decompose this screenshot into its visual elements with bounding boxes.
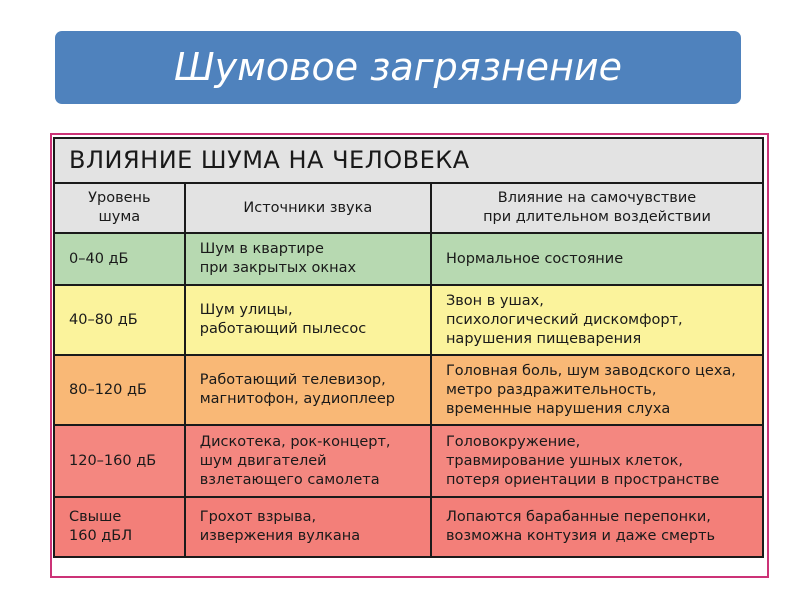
table-row — [54, 233, 763, 285]
cell-line: Головная боль, шум заводского цеха, — [445, 362, 736, 379]
cell-line: травмирование ушных клеток, — [445, 452, 683, 469]
cell-line: магнитофон, аудиоплеер — [199, 391, 395, 407]
header-effect-line: Влияние на самочувствие — [497, 190, 697, 206]
table-header-row — [54, 183, 763, 233]
cell-line: Дискотека, рок-концерт, — [199, 433, 391, 450]
table-title: ВЛИЯНИЕ ШУМА НА ЧЕЛОВЕКА — [54, 138, 763, 183]
noise-effects-table — [53, 137, 764, 558]
cell-line: при закрытых окнах — [199, 260, 357, 276]
cell-line: 160 дБЛ — [69, 528, 133, 544]
cell-line: Головокружение, — [445, 433, 581, 450]
header-effect-line: при длительном воздействии — [483, 209, 711, 225]
header-level-line: шума — [98, 209, 141, 225]
table-title-row — [54, 138, 763, 183]
table-row — [54, 285, 763, 355]
cell-line: психологический дискомфорт, — [445, 311, 683, 328]
cell-effect — [431, 497, 763, 557]
cell-line: Нормальное состояние — [445, 250, 624, 267]
cell-sources — [185, 285, 431, 355]
cell-line: 40–80 дБ — [69, 311, 138, 328]
cell-line: 80–120 дБ — [69, 381, 147, 398]
table-row — [54, 425, 763, 497]
cell-effect — [431, 425, 763, 497]
cell-line: Шум улицы, — [199, 302, 293, 318]
cell-level — [54, 355, 185, 425]
cell-line: нарушения пищеварения — [445, 330, 642, 347]
cell-effect — [431, 355, 763, 425]
cell-line: Свыше — [69, 509, 122, 525]
cell-sources — [185, 355, 431, 425]
cell-line: Шум в квартире — [199, 241, 324, 257]
cell-line: временные нарушения слуха — [445, 400, 671, 417]
cell-line: Звон в ушах, — [445, 292, 544, 309]
cell-line: Работающий телевизор, — [199, 372, 386, 388]
cell-effect — [431, 233, 763, 285]
header-sources: Источники звука — [185, 183, 431, 233]
cell-line: работающий пылесос — [199, 321, 367, 337]
cell-line: Лопаются барабанные перепонки, — [445, 509, 711, 525]
table-row — [54, 497, 763, 557]
table-row — [54, 355, 763, 425]
header-level-line: Уровень — [88, 190, 151, 206]
cell-line: шум двигателей — [199, 452, 327, 469]
cell-level — [54, 425, 185, 497]
header-level — [54, 183, 185, 233]
cell-level — [54, 497, 185, 557]
cell-line: 120–160 дБ — [69, 452, 157, 469]
cell-sources — [185, 233, 431, 285]
cell-sources — [185, 425, 431, 497]
cell-effect — [431, 285, 763, 355]
header-effect — [431, 183, 763, 233]
cell-line: потеря ориентации в пространстве — [445, 471, 720, 488]
cell-line: извержения вулкана — [199, 528, 361, 544]
cell-line: взлетающего самолета — [199, 471, 380, 488]
cell-sources — [185, 497, 431, 557]
slide-title: Шумовое загрязнение — [55, 31, 741, 104]
cell-line: 0–40 дБ — [69, 250, 129, 267]
cell-line: Грохот взрыва, — [199, 509, 317, 525]
cell-level — [54, 285, 185, 355]
cell-level — [54, 233, 185, 285]
cell-line: возможна контузия и даже смерть — [445, 528, 716, 544]
cell-line: метро раздражительность, — [445, 381, 657, 398]
